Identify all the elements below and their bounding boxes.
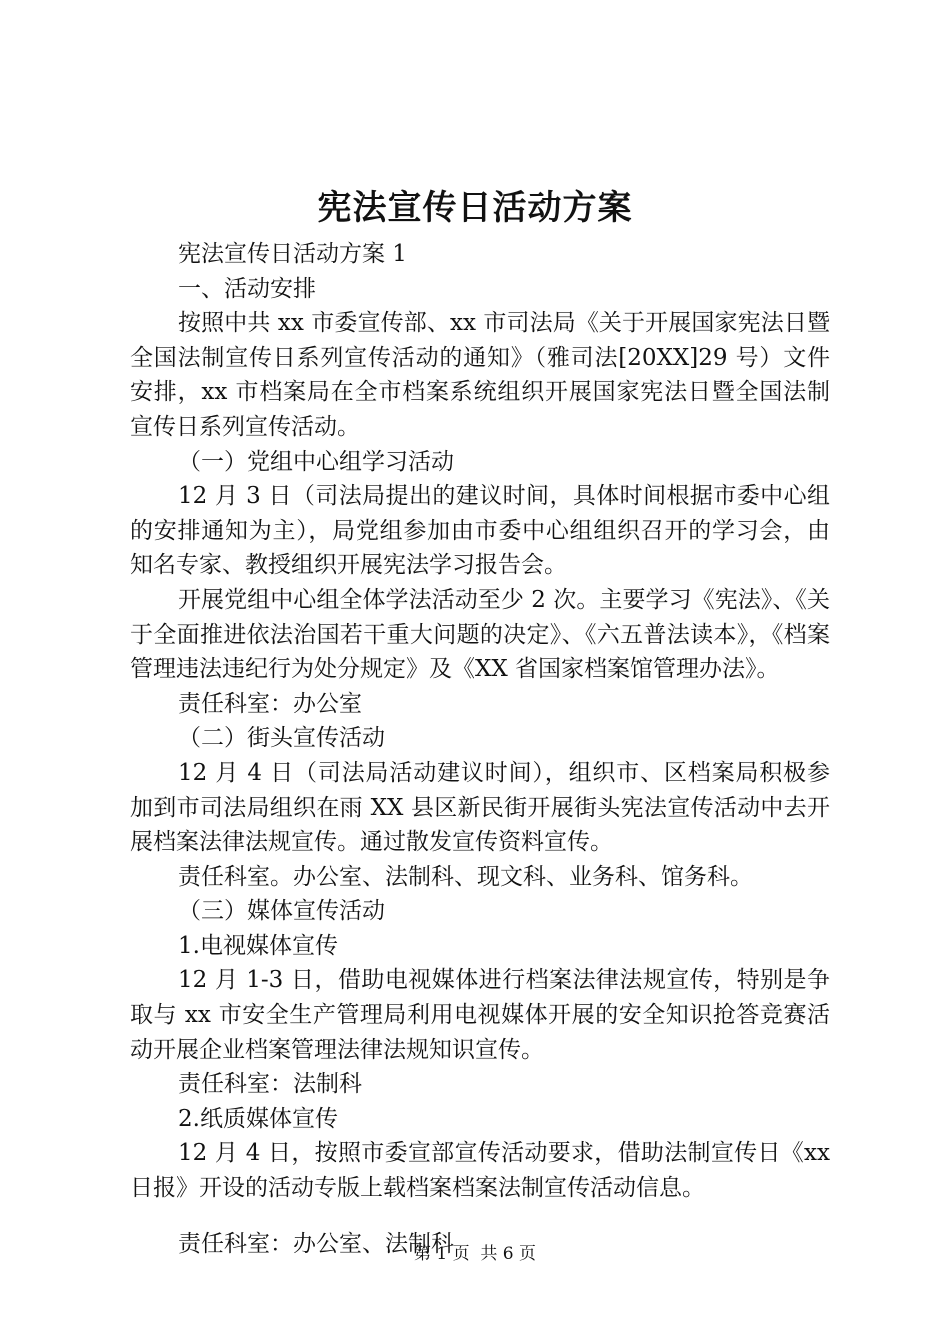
paragraph-subsection-street: （二）街头宣传活动 — [178, 725, 385, 752]
paragraph-study-content: 开展党组中心组全体学法活动至少 2 次。主要学习《宪法》、《关于全面推进依法治国若干重大问题的决定》、《六五普法读本》，《档案管理违法违纪行为处分规定》及《XX 省国家档案馆管理办法》。 — [130, 586, 830, 683]
paragraph-subsection-media: （三）媒体宣传活动 — [178, 898, 385, 925]
paragraph-intro: 按照中共 xx 市委宣传部、xx 市司法局《关于开展国家宪法日暨全国法制宣传日系列宣传活动的通知》（雅司法[20XX]29 号）文件安排，xx 市档案局在全市档案系统组织开展国家宪法日暨全国法制宣传日系列宣传活动。 — [130, 310, 830, 440]
paragraph-heading: 宪法宣传日活动方案 1 — [178, 241, 407, 267]
page-number-footer: 第 1 页 共 6 页 — [413, 1244, 537, 1264]
document-title: 宪法宣传日活动方案 — [317, 188, 633, 228]
paragraph-print-media: 2.纸质媒体宣传 — [178, 1105, 338, 1132]
paragraph-print-activity: 12 月 4 日，按照市委宣部宣传活动要求，借助法制宣传日《xx 日报》开设的活动专版上载档案档案法制宣传活动信息。 — [130, 1140, 830, 1202]
document-body — [130, 237, 830, 1261]
paragraph-responsible-office-1: 责任科室：办公室 — [178, 690, 362, 717]
paragraph-responsible-office-2: 责任科室。办公室、法制科、现文科、业务科、馆务科。 — [178, 863, 753, 890]
paragraph-subsection-study: （一）党组中心组学习活动 — [178, 448, 454, 475]
paragraph-responsible-office-4: 责任科室：办公室、法制科 — [178, 1230, 454, 1257]
paragraph-street-activity: 12 月 4 日（司法局活动建议时间），组织市、区档案局积极参加到市司法局组织在雨 XX 县区新民街开展街头宪法宣传活动中去开展档案法律法规宣传。通过散发宣传资料宣传。 — [130, 759, 830, 856]
paragraph-section-arrangement: 一、活动安排 — [178, 275, 316, 302]
paragraph-tv-activity: 12 月 1-3 日，借助电视媒体进行档案法律法规宣传，特别是争取与 xx 市安全生产管理局利用电视媒体开展的安全知识抢答竞赛活动开展企业档案管理法律法规知识宣传。 — [130, 967, 830, 1063]
paragraph-study-meeting: 12 月 3 日（司法局提出的建议时间，具体时间根据市委中心组的安排通知为主），局党组参加由市委中心组组织召开的学习会，由知名专家、教授组织开展宪法学习报告会。 — [130, 483, 830, 579]
paragraph-tv-media: 1.电视媒体宣传 — [178, 932, 338, 959]
paragraph-responsible-office-3: 责任科室：法制科 — [178, 1071, 362, 1098]
